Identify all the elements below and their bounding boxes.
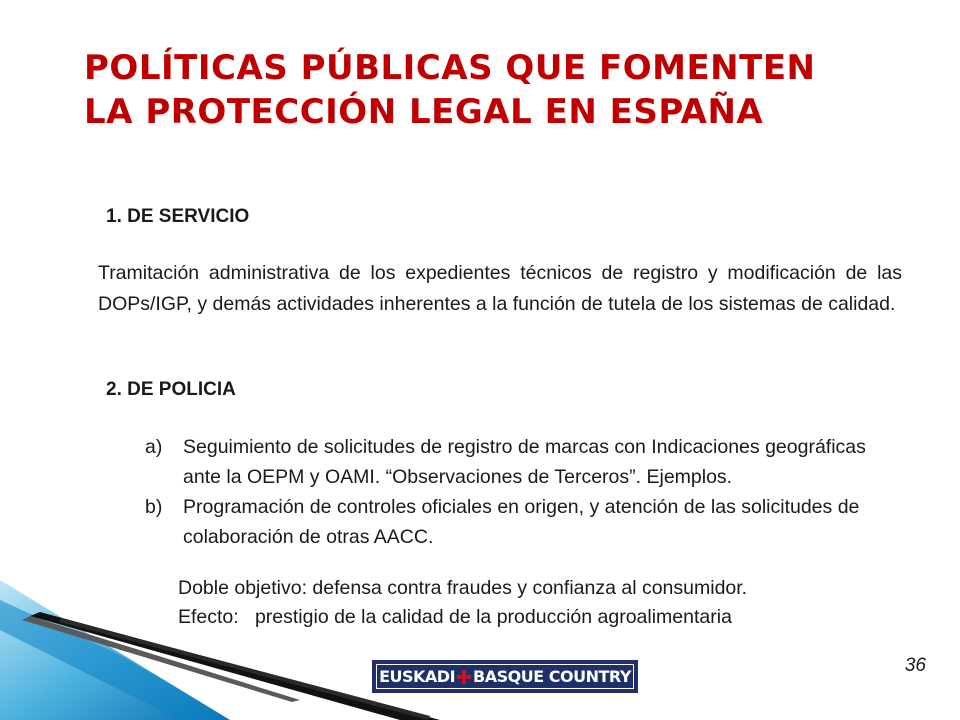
slide-title xyxy=(84,46,904,134)
section-heading-policia: 2. DE POLICIA xyxy=(106,379,236,400)
title-line-1: POLÍTICAS PÚBLICAS QUE FOMENTEN xyxy=(84,48,816,88)
list-item-marker: a) xyxy=(145,436,163,458)
list-item xyxy=(145,432,885,492)
list-item-text: Seguimiento de solicitudes de registro de marcas con Indicaciones geográficas ante la OEPM y OAMI. “Observaciones de Terceros”. Ejemplos. xyxy=(183,436,866,488)
euskadi-basque-country-logo xyxy=(372,660,638,693)
policia-list xyxy=(145,432,885,552)
note-efecto: Efecto: prestigio de la calidad de la producción agroalimentaria xyxy=(178,606,732,628)
logo-text-right: BASQUE COUNTRY xyxy=(473,667,631,686)
logo-plus-icon xyxy=(457,670,471,684)
list-item-text: Programación de controles oficiales en origen, y atención de las solicitudes de colaboración de otras AACC. xyxy=(183,496,860,548)
list-item xyxy=(145,492,885,552)
list-item-marker: b) xyxy=(145,496,163,518)
page-number: 36 xyxy=(904,655,926,676)
logo-text-left: EUSKADI xyxy=(379,667,456,686)
section-heading-servicio: 1. DE SERVICIO xyxy=(106,206,250,227)
note-doble-objetivo: Doble objetivo: defensa contra fraudes y confianza al consumidor. xyxy=(178,577,748,599)
title-line-2: LA PROTECCIÓN LEGAL EN ESPAÑA xyxy=(84,92,764,132)
section-servicio-paragraph: Tramitación administrativa de los expedientes técnicos de registro y modificación de las DOPs/IGP, y demás actividades inherentes a la función de tutela de los sistemas de calidad. xyxy=(98,262,902,315)
